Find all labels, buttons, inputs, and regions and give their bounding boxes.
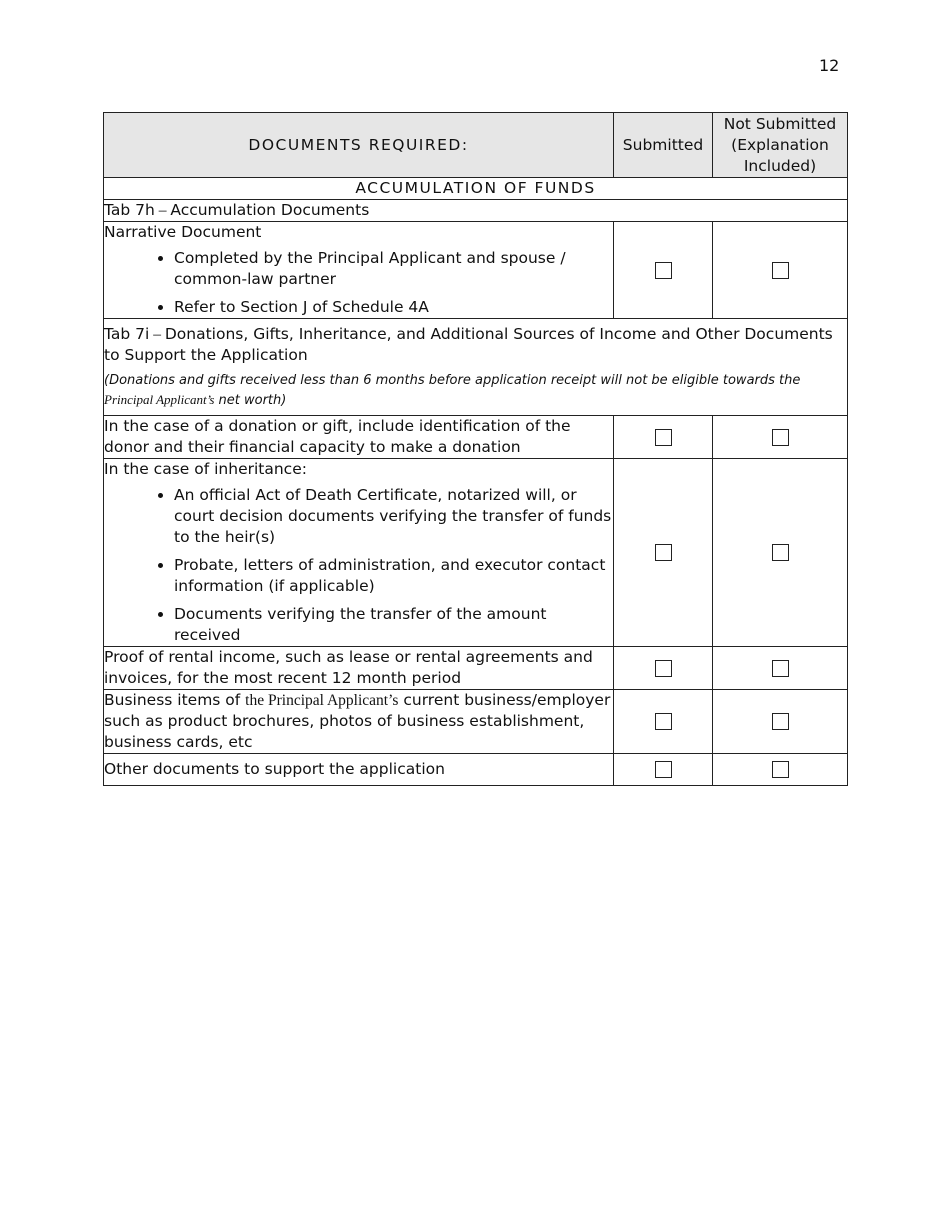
other-submitted-checkbox[interactable] (655, 761, 672, 778)
submitted-cell (614, 647, 713, 690)
not-submitted-cell (713, 647, 848, 690)
submitted-cell (614, 222, 713, 319)
list-item: • An official Act of Death Certificate, notarized will, or court decision documents verifying the transfer of funds to the heir(s) (174, 485, 613, 548)
business-items-cell (104, 690, 614, 754)
submitted-cell (614, 459, 713, 647)
list-item: • Probate, letters of administration, and executor contact information (if applicable) (174, 555, 613, 597)
list-item: • Completed by the Principal Applicant and spouse / common-law partner (174, 248, 613, 290)
not-submitted-cell (713, 416, 848, 459)
submitted-cell (614, 690, 713, 754)
tab-7i-dash: – (149, 326, 165, 343)
tab-7h-row (104, 200, 848, 222)
tab-7i-note-part2: net worth) (214, 393, 287, 408)
not-submitted-cell (713, 222, 848, 319)
donation-label: In the case of a donation or gift, include identification of the donor and their financial capacity to make a donation (104, 416, 614, 459)
submitted-header: Submitted (614, 113, 713, 178)
section-title-row (104, 178, 848, 200)
tab-7i-row (104, 319, 848, 416)
narrative-submitted-checkbox[interactable] (655, 262, 672, 279)
narrative-not-submitted-checkbox[interactable] (772, 262, 789, 279)
donation-not-submitted-checkbox[interactable] (772, 429, 789, 446)
inheritance-not-submitted-checkbox[interactable] (772, 544, 789, 561)
other-documents-label: Other documents to support the application (104, 754, 614, 786)
narrative-document-label: Narrative Document (104, 223, 262, 241)
table-header-row (104, 113, 848, 178)
documents-required-header: DOCUMENTS REQUIRED: (104, 113, 614, 178)
not-submitted-cell (713, 459, 848, 647)
tab-7i-title (104, 324, 847, 366)
business-items-row (104, 690, 848, 754)
narrative-document-cell (104, 222, 614, 319)
list-item: • Documents verifying the transfer of the amount received (174, 604, 613, 646)
inheritance-cell (104, 459, 614, 647)
business-items-part1: Business items of (104, 691, 246, 709)
list-item: • Refer to Section J of Schedule 4A (174, 297, 613, 318)
tab-7i-prefix: Tab 7i (104, 325, 150, 343)
other-not-submitted-checkbox[interactable] (772, 761, 789, 778)
submitted-cell (614, 416, 713, 459)
tab-7i-rest: Donations, Gifts, Inheritance, and Additional Sources of Income and Other Documents to Support the Application (104, 325, 833, 364)
page-number: 12 (819, 56, 840, 75)
business-not-submitted-checkbox[interactable] (772, 713, 789, 730)
rental-income-label: Proof of rental income, such as lease or rental agreements and invoices, for the most recent 12 month period (104, 647, 614, 690)
tab-7i-note-part1: (Donations and gifts received less than 6 months before application receipt will not be eligible towards the (104, 373, 801, 388)
rental-not-submitted-checkbox[interactable] (772, 660, 789, 677)
inheritance-bullets (104, 485, 613, 646)
narrative-bullets (104, 248, 613, 318)
tab-7h-dash: – (154, 202, 171, 219)
documents-checklist-table (103, 112, 848, 786)
accumulation-of-funds-title: ACCUMULATION OF FUNDS (104, 178, 848, 200)
tab-7i-note-serif: Principal Applicant’s (104, 392, 215, 407)
tab-7i-title-cell (104, 319, 848, 416)
other-documents-row (104, 754, 848, 786)
inheritance-submitted-checkbox[interactable] (655, 544, 672, 561)
tab-7i-note (104, 371, 847, 410)
tab-7h-prefix: Tab 7h (104, 201, 155, 219)
tab-7h-title (104, 200, 848, 222)
business-items-part2: current business/employer such as product brochures, photos of business establishment, business cards, etc (104, 691, 611, 751)
donation-submitted-checkbox[interactable] (655, 429, 672, 446)
donation-row (104, 416, 848, 459)
inheritance-label: In the case of inheritance: (104, 460, 307, 478)
rental-income-row (104, 647, 848, 690)
business-submitted-checkbox[interactable] (655, 713, 672, 730)
not-submitted-cell (713, 754, 848, 786)
submitted-cell (614, 754, 713, 786)
narrative-document-row (104, 222, 848, 319)
business-items-serif: the Principal Applicant’s (245, 692, 399, 709)
not-submitted-header: Not Submitted (Explanation Included) (713, 113, 848, 178)
tab-7h-rest: Accumulation Documents (170, 201, 370, 219)
rental-submitted-checkbox[interactable] (655, 660, 672, 677)
inheritance-row (104, 459, 848, 647)
not-submitted-cell (713, 690, 848, 754)
